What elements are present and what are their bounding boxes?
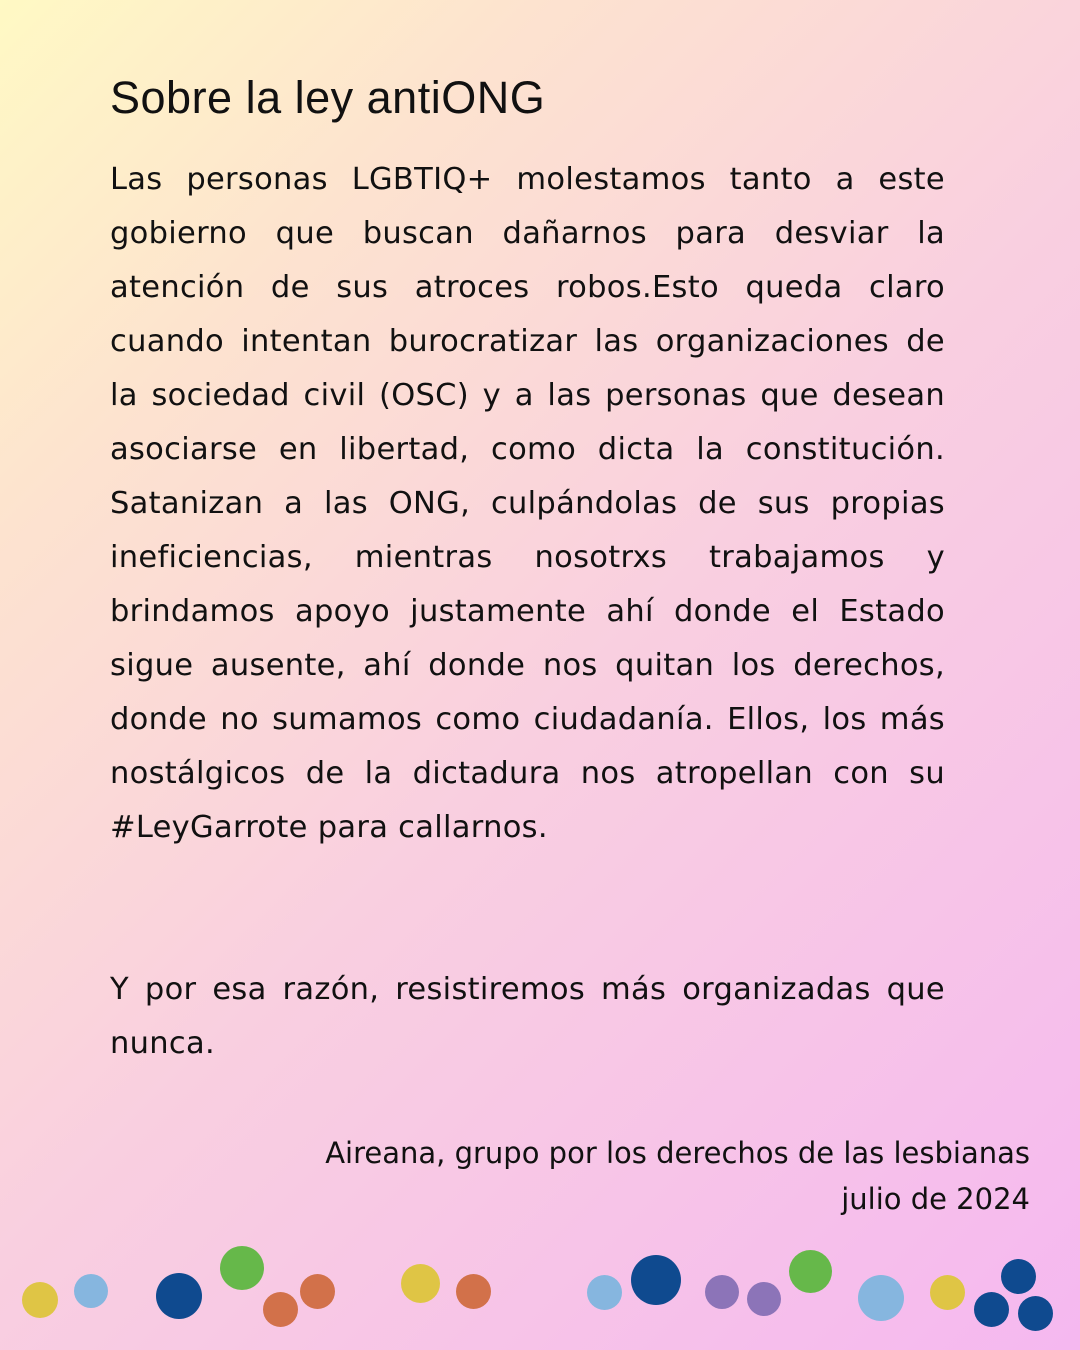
signature-date: julio de 2024 bbox=[841, 1182, 1030, 1216]
decorative-dot bbox=[1001, 1259, 1036, 1294]
decorative-dot bbox=[631, 1255, 681, 1305]
decorative-dot bbox=[705, 1275, 739, 1309]
decorative-dot bbox=[74, 1274, 108, 1308]
decorative-dot bbox=[22, 1282, 58, 1318]
page-title: Sobre la ley antiONG bbox=[110, 72, 546, 123]
decorative-dot bbox=[858, 1275, 904, 1321]
decorative-dot bbox=[974, 1292, 1009, 1327]
signature-block bbox=[325, 1130, 1030, 1222]
decorative-dot bbox=[300, 1274, 335, 1309]
decorative-dot bbox=[263, 1292, 298, 1327]
decorative-dot bbox=[1018, 1296, 1053, 1331]
decorative-dot bbox=[587, 1275, 622, 1310]
decorative-dot bbox=[156, 1273, 202, 1319]
decorative-dot bbox=[747, 1282, 781, 1316]
closing-paragraph: Y por esa razón, resistiremos más organizadas que nunca. bbox=[110, 972, 945, 1061]
decorative-dot bbox=[789, 1250, 832, 1293]
decorative-dot bbox=[930, 1275, 965, 1310]
decorative-dot bbox=[456, 1274, 491, 1309]
decorative-dots bbox=[0, 1230, 1080, 1350]
decorative-dot bbox=[220, 1246, 264, 1290]
body-paragraph: Las personas LGBTIQ+ molestamos tanto a este gobierno que buscan dañarnos para desviar la atención de sus atroces robos.Esto queda claro cuando intentan burocratizar las organizaciones de la sociedad civil (OSC) y a las personas que desean asociarse en libertad, como dicta la constitución. Satanizan a las ONG, culpándolas de sus propias ineficiencias, mientras nosotrxs trabajamos y brindamos apoyo justamente ahí donde el Estado sigue ausente, ahí donde nos quitan los derechos, donde no sumamos como ciudadanía. Ellos, los más nostálgicos de la dictadura nos atropellan con su #LeyGarrote para callarnos. bbox=[110, 162, 945, 845]
signature-author: Aireana, grupo por los derechos de las lesbianas bbox=[325, 1136, 1030, 1170]
decorative-dot bbox=[401, 1264, 440, 1303]
